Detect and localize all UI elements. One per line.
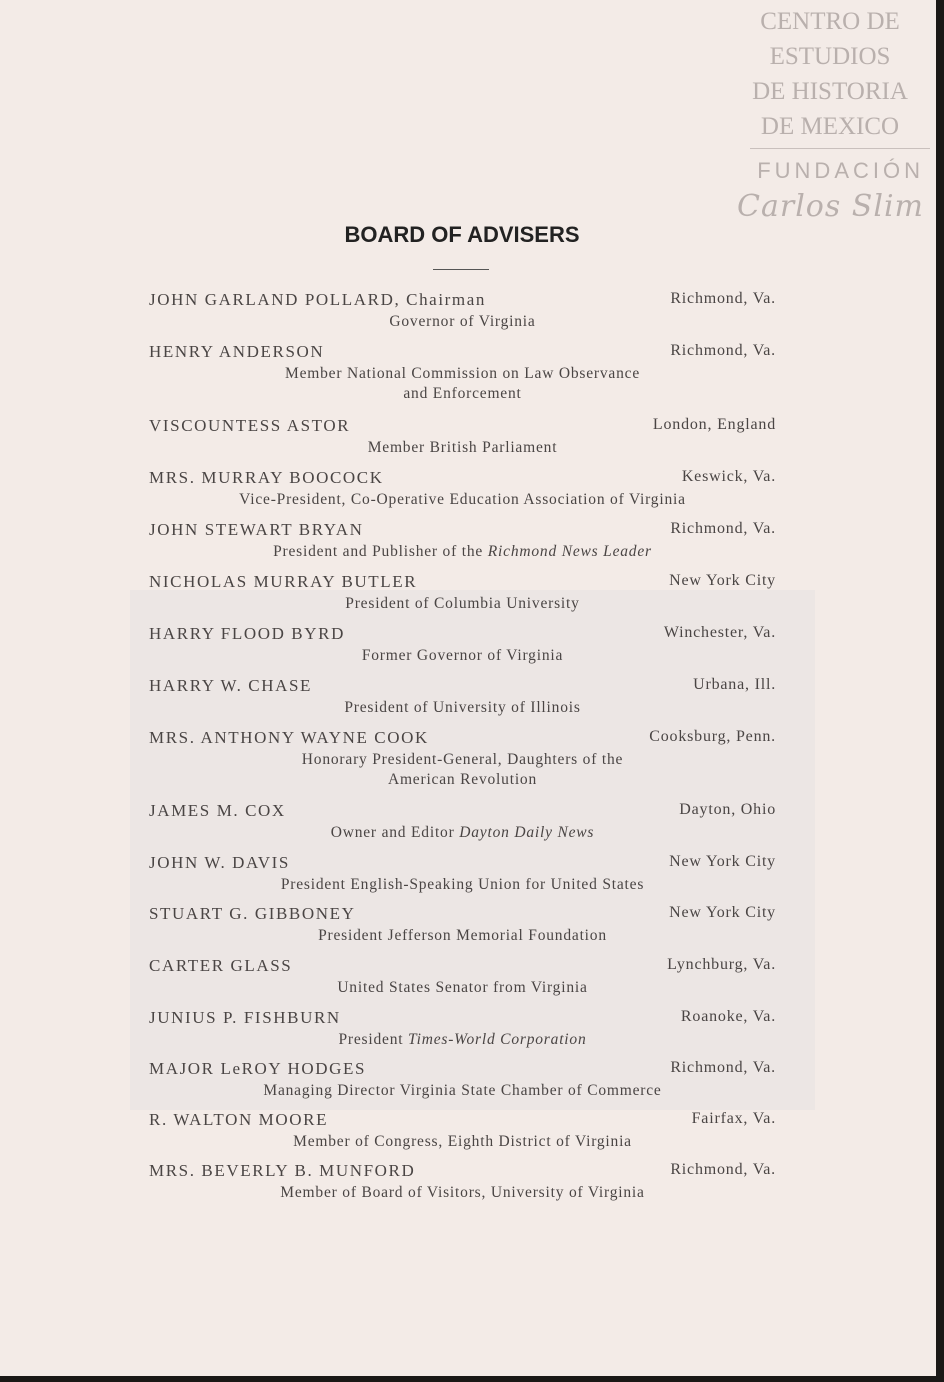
watermark-foundation: FUNDACIÓN — [757, 158, 924, 183]
adviser-entry — [149, 1008, 776, 1050]
watermark-line: DE HISTORIA — [752, 78, 908, 105]
adviser-name: HENRY ANDERSON — [149, 342, 325, 361]
adviser-description: Member National Commission on Law Observance — [284, 365, 641, 382]
watermark-signature: Carlos Slim — [737, 189, 924, 224]
adviser-location: Richmond, Va. — [670, 342, 776, 359]
adviser-location: New York City — [669, 853, 776, 870]
adviser-entry — [149, 1110, 776, 1152]
adviser-header — [149, 342, 776, 364]
watermark-divider — [750, 148, 930, 149]
adviser-header — [149, 1059, 776, 1081]
watermark-line: ESTUDIOS — [769, 43, 891, 70]
adviser-location: Roanoke, Va. — [680, 1008, 776, 1025]
adviser-location: New York City — [669, 904, 776, 921]
adviser-entry — [149, 904, 776, 946]
adviser-entry — [149, 1059, 776, 1101]
adviser-name: STUART G. GIBBONEY — [149, 904, 356, 923]
adviser-entry — [149, 1161, 776, 1203]
adviser-name: NICHOLAS MURRAY BUTLER — [149, 572, 418, 591]
adviser-name: HARRY FLOOD BYRD — [149, 624, 345, 643]
adviser-entry — [149, 853, 776, 895]
adviser-entry — [149, 342, 776, 404]
adviser-name: MRS. MURRAY BOOCOCK — [149, 468, 384, 487]
title-divider — [433, 269, 489, 270]
adviser-description: Governor of Virginia — [389, 313, 536, 330]
publication-title: Dayton Daily News — [459, 824, 595, 841]
adviser-description — [149, 541, 776, 562]
adviser-name: MRS. BEVERLY B. MUNFORD — [149, 1161, 416, 1180]
adviser-location: Richmond, Va. — [670, 1059, 776, 1076]
adviser-location: Fairfax, Va. — [691, 1110, 776, 1127]
adviser-header — [149, 520, 776, 542]
adviser-description — [149, 1029, 776, 1050]
watermark-line: DE MEXICO — [760, 113, 900, 140]
adviser-description: President of University of Illinois — [344, 699, 581, 716]
adviser-description: Honorary President-General, Daughters of the — [301, 751, 624, 768]
adviser-entry — [149, 676, 776, 718]
adviser-entry — [149, 572, 776, 614]
adviser-header — [149, 624, 776, 646]
adviser-description: President Jefferson Memorial Foundation — [318, 927, 607, 944]
adviser-location: Keswick, Va. — [681, 468, 776, 485]
adviser-entry — [149, 416, 776, 458]
adviser-description: President English-Speaking Union for United States — [280, 876, 645, 893]
adviser-description: Member British Parliament — [367, 439, 558, 456]
adviser-description: Member of Congress, Eighth District of Virginia — [293, 1133, 632, 1150]
adviser-location: Winchester, Va. — [663, 624, 776, 641]
adviser-location: Richmond, Va. — [670, 520, 776, 537]
adviser-location: Urbana, Ill. — [693, 676, 776, 693]
adviser-name: JOHN STEWART BRYAN — [149, 520, 364, 539]
adviser-name: JUNIUS P. FISHBURN — [149, 1008, 341, 1027]
adviser-name: VISCOUNTESS ASTOR — [149, 416, 351, 435]
adviser-name: HARRY W. CHASE — [149, 676, 312, 695]
adviser-header — [149, 572, 776, 594]
adviser-location: Lynchburg, Va. — [667, 956, 776, 973]
adviser-header — [149, 801, 776, 823]
adviser-name: JOHN W. DAVIS — [149, 853, 290, 872]
scan-border-bottom — [0, 1376, 944, 1382]
adviser-entry — [149, 624, 776, 666]
adviser-location: Cooksburg, Penn. — [649, 728, 776, 745]
adviser-location: London, England — [652, 416, 776, 433]
adviser-entry — [149, 956, 776, 998]
adviser-entry — [149, 728, 776, 790]
adviser-header — [149, 956, 776, 978]
description-text: President and Publisher of the — [273, 543, 488, 560]
adviser-name: R. WALTON MOORE — [149, 1110, 329, 1129]
adviser-description: American Revolution — [387, 771, 538, 788]
adviser-description: President of Columbia University — [345, 595, 580, 612]
adviser-header — [149, 904, 776, 926]
publication-title: Richmond News Leader — [487, 543, 652, 560]
adviser-description — [149, 822, 776, 843]
adviser-name: MAJOR LeROY HODGES — [149, 1059, 367, 1078]
adviser-name: CARTER GLASS — [149, 956, 293, 975]
adviser-entry — [149, 290, 776, 332]
adviser-description: Managing Director Virginia State Chamber of Commerce — [263, 1082, 662, 1099]
adviser-location: Richmond, Va. — [670, 1161, 776, 1178]
adviser-name: JAMES M. COX — [149, 801, 286, 820]
adviser-description: Vice-President, Co-Operative Education Association of Virginia — [239, 491, 686, 508]
adviser-header — [149, 728, 776, 750]
adviser-location: Richmond, Va. — [670, 290, 776, 307]
publication-title: Times-World Corporation — [408, 1031, 587, 1048]
adviser-header — [149, 1161, 776, 1183]
adviser-header — [149, 1110, 776, 1132]
description-text: President — [338, 1031, 409, 1048]
adviser-header — [149, 290, 776, 312]
adviser-location: New York City — [669, 572, 776, 589]
adviser-header — [149, 468, 776, 490]
adviser-name: JOHN GARLAND POLLARD, Chairman — [149, 290, 486, 309]
adviser-entry — [149, 801, 776, 843]
adviser-header — [149, 853, 776, 875]
adviser-entry — [149, 520, 776, 562]
adviser-description: United States Senator from Virginia — [337, 979, 588, 996]
adviser-header — [149, 676, 776, 698]
adviser-description: and Enforcement — [403, 385, 522, 402]
page-title: BOARD OF ADVISERS — [344, 222, 580, 247]
scan-border-right — [936, 0, 944, 1382]
adviser-description: Member of Board of Visitors, University of Virginia — [280, 1184, 645, 1201]
adviser-description: Former Governor of Virginia — [361, 647, 564, 664]
archive-watermark — [730, 4, 930, 227]
description-text: Owner and Editor — [330, 824, 460, 841]
adviser-header — [149, 1008, 776, 1030]
watermark-line: CENTRO DE — [760, 8, 900, 35]
adviser-name: MRS. ANTHONY WAYNE COOK — [149, 728, 429, 747]
adviser-header — [149, 416, 776, 438]
adviser-entry — [149, 468, 776, 510]
adviser-location: Dayton, Ohio — [679, 801, 776, 818]
